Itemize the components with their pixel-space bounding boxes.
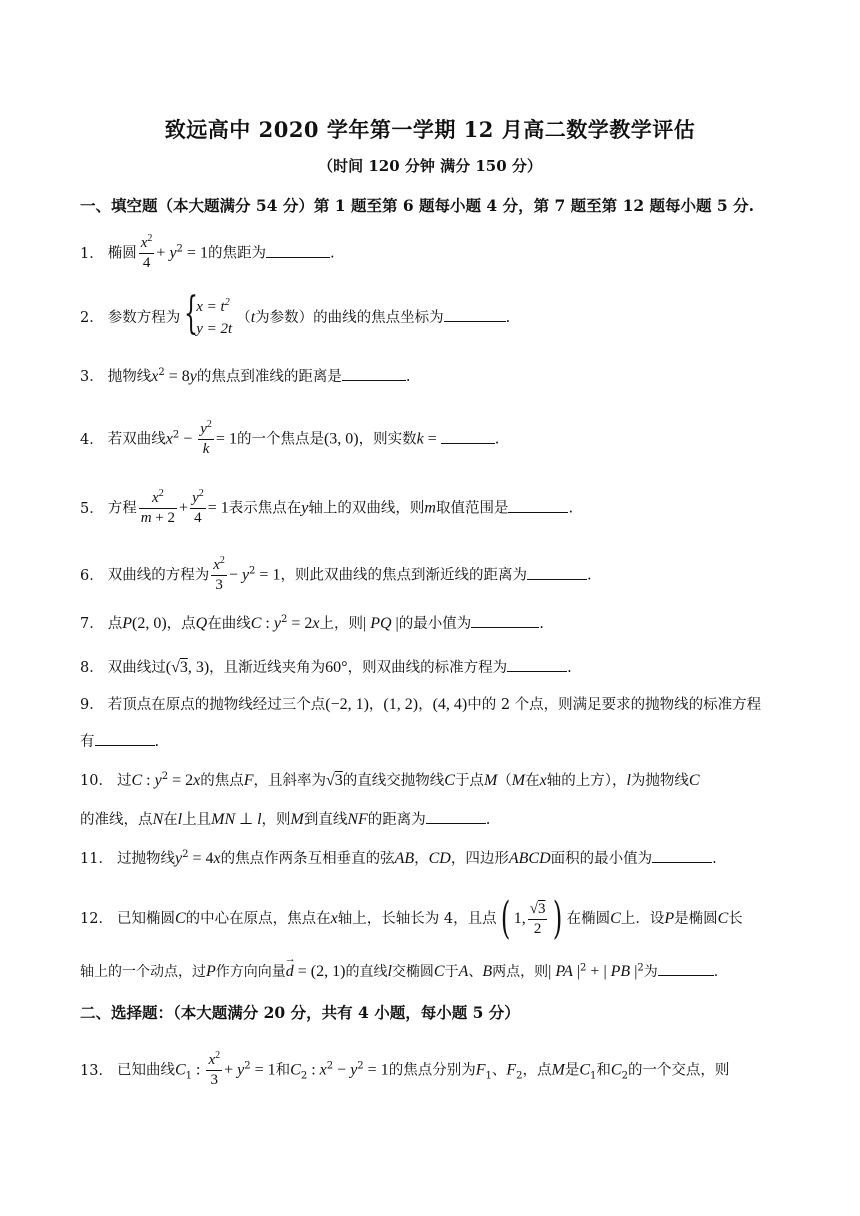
question-10: 10． 过C : $y^2 = 2x$的焦点F，且斜率为√3的直线交抛物线C于点M（M在x轴的上方），l为抛物线C <box>80 771 700 789</box>
question-3: 3． 抛物线$x^2 = 8y$的焦点到准线的距离是 . <box>80 367 411 385</box>
answer-blank[interactable] <box>441 429 495 444</box>
answer-blank[interactable] <box>95 731 155 746</box>
answer-blank[interactable] <box>652 848 712 863</box>
exam-title: 致远高中 2020 学年第一学期 12 月高二数学教学评估 <box>164 117 696 142</box>
question-12: 12． 已知椭圆C的中心在原点，焦点在x轴上，长轴长为 4，且点( 1, $\frac{√3}{2}$ ) 在椭圆C上．设P是椭圆C长 <box>80 893 743 944</box>
question-11: 11． 过抛物线$y^2 = 4x$的焦点作两条互相垂直的弦AB，CD，四边形ABCD面积的最小值为 . <box>80 849 717 867</box>
section-2-heading: 二、选择题：（本大题满分 20 分，共有 4 小题，每小题 5 分） <box>80 1003 520 1022</box>
question-13: 13． 已知曲线$C_1$ : $\frac{x^2}{3}$ + $y^2 = 1$和$C_2$ : $x^2 - y^2 = 1$的焦点分别为$F_1$、$F_2$，点M是$C_1$和$C_2$的一个交点，则 <box>80 1050 730 1088</box>
question-7: 7． 点P(2, 0)，点Q在曲线C : $y^2 = 2x$上，则| PQ |的最小值为 . <box>80 614 544 632</box>
question-4: 4． 若双曲线$x^2$ − $\frac{y^2}{k}$ = 1的一个焦点是(3, 0)，则实数k = . <box>80 419 500 457</box>
question-10-line-2: 的准线，点N在l上且MN ⊥ l，则M到直线NF的距离为 . <box>80 811 491 828</box>
answer-blank[interactable] <box>342 366 406 381</box>
answer-blank[interactable] <box>444 307 506 322</box>
question-9-line-2: 有 . <box>80 731 159 753</box>
answer-blank[interactable] <box>507 657 567 672</box>
question-12-line-2: 轴上的一个动点，过P作方向向量→ d = (2, 1)的直线l交椭圆C于A、B两点，则| PA $|^2$ + | PB $|^2$为 . <box>80 961 718 983</box>
question-5: 5． 方程 $\frac{x^2}{m + 2}$ + $\frac{y^2}{4}$ = 1表示焦点在y轴上的双曲线，则m取值范围是 . <box>80 488 574 526</box>
answer-blank[interactable] <box>471 613 539 628</box>
answer-blank[interactable] <box>426 809 486 824</box>
answer-blank[interactable] <box>527 565 587 580</box>
answer-blank[interactable] <box>658 961 714 976</box>
question-1: 1． 椭圆 $\frac{x^2}{4}$ + $y^2 = 1$的焦距为 . <box>80 233 335 271</box>
question-9: 9． 若顶点在原点的抛物线经过三个点(−2, 1)，(1, 2)，(4, 4)中的 2 个点，则满足要求的抛物线的标准方程 <box>80 696 762 713</box>
exam-subtitle: （时间 120 分钟 满分 150 分） <box>318 157 542 175</box>
section-1-heading: 一、填空题（本大题满分 54 分）第 1 题至第 6 题每小题 4 分，第 7 题至第 12 题每小题 5 分. <box>80 196 755 215</box>
question-6: 6． 双曲线的方程为 $\frac{x^2}{3}$ − $y^2 = 1$，则此双曲线的焦点到渐近线的距离为 . <box>80 555 592 593</box>
question-8: 8． 双曲线过(√3, 3)，且渐近线夹角为60°，则双曲线的标准方程为 . <box>80 659 572 676</box>
answer-blank[interactable] <box>266 243 330 258</box>
question-2: 2． 参数方程为 { $x = t^2$ y = 2t （t为参数）的曲线的焦点坐标为 . <box>80 288 511 339</box>
answer-blank[interactable] <box>508 498 568 513</box>
